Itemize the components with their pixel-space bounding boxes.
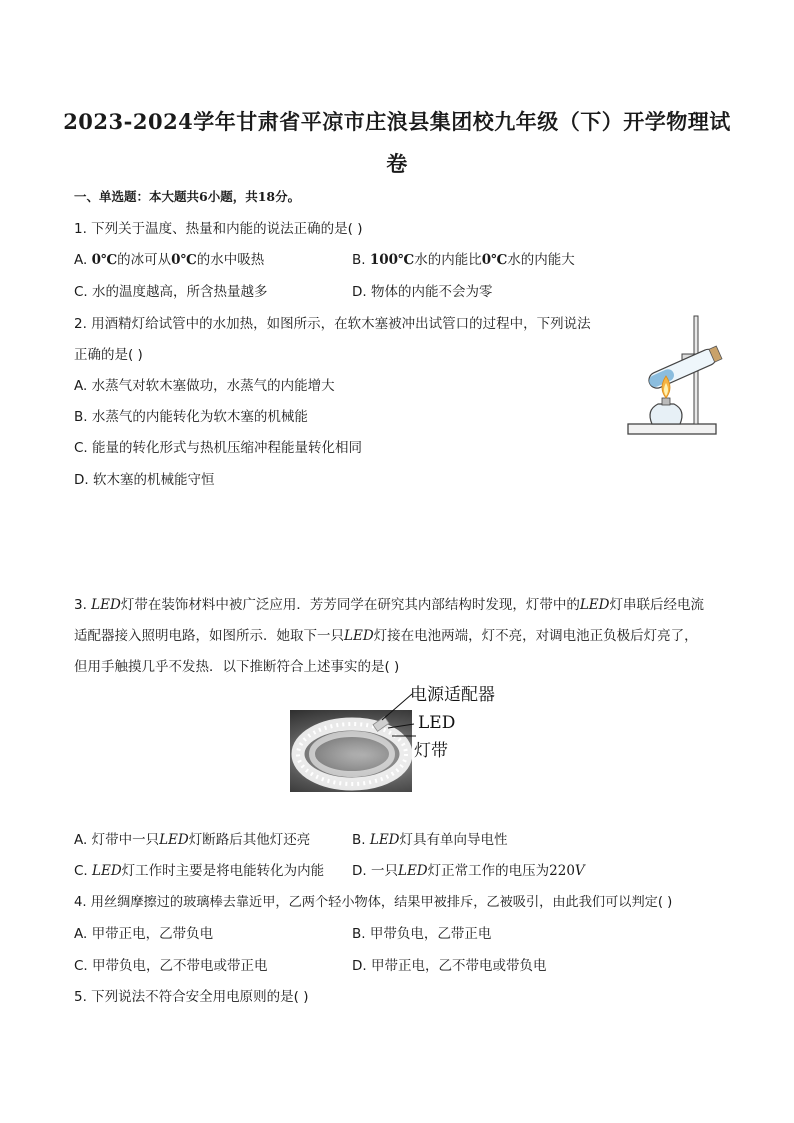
question-2-stem: 2. 用酒精灯给试管中的水加热，如图所示，在软木塞被冲出试管口的过程中，下列说法	[74, 316, 591, 332]
question-4-option-b: B. 甲带负电，乙带正电	[352, 926, 492, 942]
question-2-option-c: C. 能量的转化形式与热机压缩冲程能量转化相同	[74, 440, 363, 456]
question-2-option-d: D. 软木塞的机械能守恒	[74, 472, 215, 488]
question-2-stem-continued: 正确的是( )	[74, 347, 143, 363]
question-3-option-d: D. 一只LED灯正常工作的电压为220V	[352, 863, 585, 879]
section-header: 一、单选题：本大题共6小题，共18分。	[74, 189, 301, 204]
question-3-stem-line-2: 适配器接入照明电路，如图所示．她取下一只LED灯接在电池两端，灯不亮，对调电池正负极后灯亮了，	[74, 628, 698, 644]
alcohol-lamp-test-tube-figure	[624, 312, 726, 440]
led-strip-figure	[290, 680, 504, 792]
question-4-stem: 4. 用丝绸摩擦过的玻璃棒去靠近甲，乙两个轻小物体，结果甲被排斥，乙被吸引，由此我们可以判定( )	[74, 895, 673, 910]
question-1-option-c: C. 水的温度越高，所含热量越多	[74, 284, 268, 300]
label-led: LED	[418, 713, 456, 733]
question-3-stem-line-3: 但用手触摸几乎不发热．以下推断符合上述事实的是( )	[74, 659, 400, 675]
label-light-strip: 灯带	[414, 741, 448, 761]
question-4-option-a: A. 甲带正电，乙带负电	[74, 926, 214, 942]
question-4-option-d: D. 甲带正电，乙不带电或带负电	[352, 958, 547, 974]
question-3-option-a: A. 灯带中一只LED灯断路后其他灯还亮	[74, 832, 311, 848]
question-2-option-a: A. 水蒸气对软木塞做功，水蒸气的内能增大	[74, 378, 335, 394]
page-title-continued: 卷	[386, 151, 408, 176]
page-title: 2023-2024学年甘肃省平凉市庄浪县集团校九年级（下）开学物理试	[63, 109, 731, 134]
question-2-option-b: B. 水蒸气的内能转化为软木塞的机械能	[74, 409, 308, 425]
question-1-option-d: D. 物体的内能不会为零	[352, 284, 493, 300]
question-4-option-c: C. 甲带负电，乙不带电或带正电	[74, 958, 268, 974]
label-power-adapter: 电源适配器	[410, 685, 495, 705]
question-5-stem: 5. 下列说法不符合安全用电原则的是( )	[74, 989, 309, 1005]
question-3-option-c: C. LED灯工作时主要是将电能转化为内能	[74, 863, 325, 879]
question-1-option-a: A. 0℃的冰可从0℃的水中吸热	[74, 252, 265, 268]
question-3-stem: 3. LED灯带在装饰材料中被广泛应用．芳芳同学在研究其内部结构时发现，灯带中的LED灯串联后经电流	[74, 597, 704, 613]
question-3-option-b: B. LED灯具有单向导电性	[352, 832, 508, 848]
question-1-stem: 1. 下列关于温度、热量和内能的说法正确的是( )	[74, 221, 363, 237]
question-1-option-b: B. 100℃水的内能比0℃水的内能大	[352, 252, 575, 268]
